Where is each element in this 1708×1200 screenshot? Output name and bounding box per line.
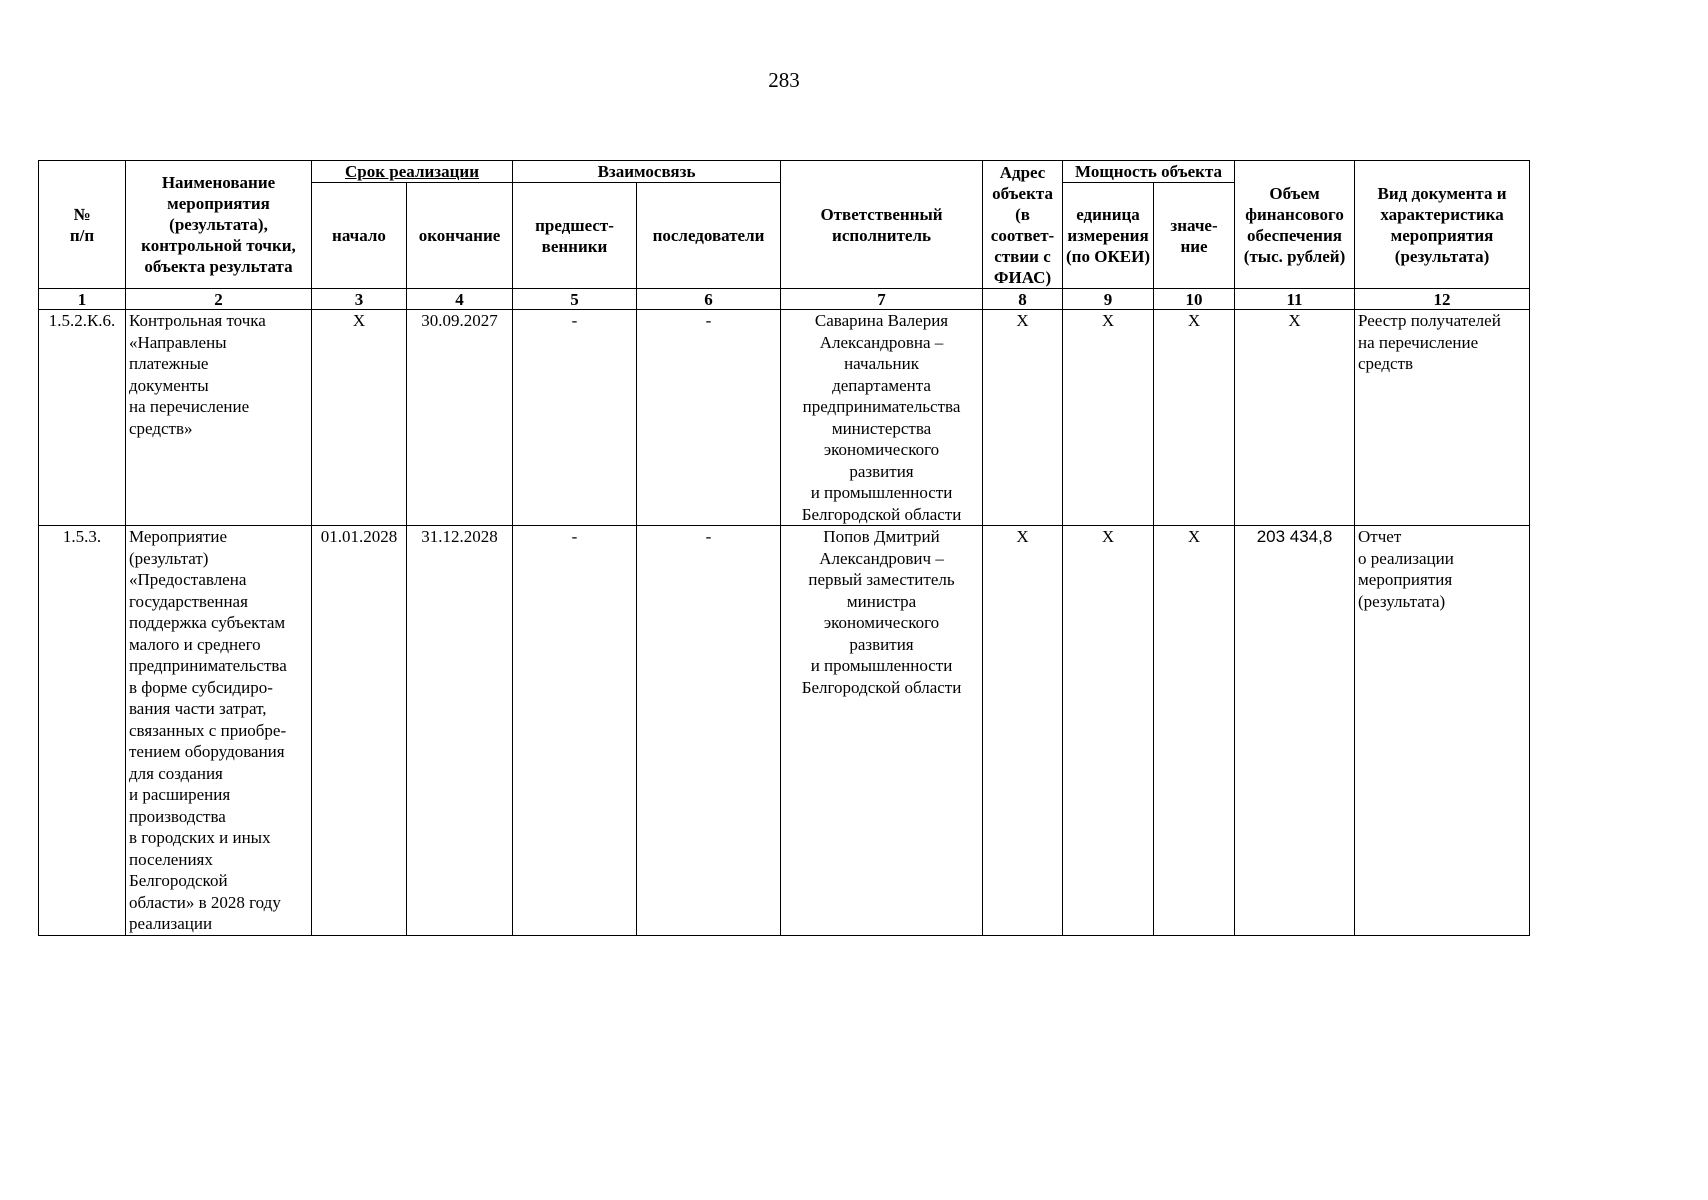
table-row (39, 310, 1530, 526)
header-successors: последователи (637, 183, 781, 289)
header-row-top (39, 161, 1530, 183)
cell-num: 1.5.3. (39, 526, 126, 936)
cell-doc-type: Отчет о реализации мероприятия (результата) (1355, 526, 1530, 936)
implementation-plan-table (38, 160, 1530, 936)
header-num: № п/п (39, 161, 126, 289)
column-number: 9 (1063, 289, 1154, 310)
cell-start: 01.01.2028 (312, 526, 407, 936)
cell-predecessors: - (513, 526, 637, 936)
table-row (39, 526, 1530, 936)
cell-responsible: Саварина Валерия Александровна – начальник департамента предпринимательства министерства экономического развития и промышленности Белгородской области (781, 310, 983, 526)
header-funding: Объем финансового обеспечения (тыс. рублей) (1235, 161, 1355, 289)
header-responsible: Ответственный исполнитель (781, 161, 983, 289)
cell-end: 31.12.2028 (407, 526, 513, 936)
cell-unit: Х (1063, 310, 1154, 526)
cell-unit: Х (1063, 526, 1154, 936)
cell-responsible: Попов Дмитрий Александрович – первый заместитель министра экономического развития и промышленности Белгородской области (781, 526, 983, 936)
cell-value: Х (1154, 526, 1235, 936)
cell-address: Х (983, 310, 1063, 526)
cell-successors: - (637, 526, 781, 936)
cell-funding: Х (1235, 310, 1355, 526)
cell-name: Мероприятие (результат) «Предоставлена государственная поддержка субъектам малого и среднего предпринимательства в форме субсидиро- вания части затрат, связанных с приобре- тением оборудования для создания и расширения производства в городских и иных поселениях Белгородской области» в 2028 году реализации (126, 526, 312, 936)
header-name: Наименование мероприятия (результата), контрольной точки, объекта результата (126, 161, 312, 289)
page-number: 283 (768, 68, 800, 92)
cell-name: Контрольная точка «Направлены платежные документы на перечисление средств» (126, 310, 312, 526)
column-number: 6 (637, 289, 781, 310)
column-number: 3 (312, 289, 407, 310)
cell-num: 1.5.2.К.6. (39, 310, 126, 526)
header-doc-type: Вид документа и характеристика мероприятия (результата) (1355, 161, 1530, 289)
cell-funding: 203 434,8 (1235, 526, 1355, 936)
header-value: значе- ние (1154, 183, 1235, 289)
header-start: начало (312, 183, 407, 289)
header-predecessors: предшест- венники (513, 183, 637, 289)
column-number: 11 (1235, 289, 1355, 310)
cell-successors: - (637, 310, 781, 526)
header-address: Адрес объекта (в соответ-ствии с ФИАС) (983, 161, 1063, 289)
column-number: 8 (983, 289, 1063, 310)
cell-address: Х (983, 526, 1063, 936)
cell-doc-type: Реестр получателей на перечисление средств (1355, 310, 1530, 526)
cell-end: 30.09.2027 (407, 310, 513, 526)
header-term-group: Срок реализации (312, 161, 513, 183)
header-capacity-group: Мощность объекта (1063, 161, 1235, 183)
column-number: 7 (781, 289, 983, 310)
column-number: 2 (126, 289, 312, 310)
column-number: 5 (513, 289, 637, 310)
column-number: 1 (39, 289, 126, 310)
header-end: окончание (407, 183, 513, 289)
header-link-group: Взаимосвязь (513, 161, 781, 183)
cell-predecessors: - (513, 310, 637, 526)
cell-value: Х (1154, 310, 1235, 526)
header-unit: единица измерения (по ОКЕИ) (1063, 183, 1154, 289)
column-number: 10 (1154, 289, 1235, 310)
column-number: 12 (1355, 289, 1530, 310)
column-number-row (39, 289, 1530, 310)
column-number: 4 (407, 289, 513, 310)
cell-start: Х (312, 310, 407, 526)
